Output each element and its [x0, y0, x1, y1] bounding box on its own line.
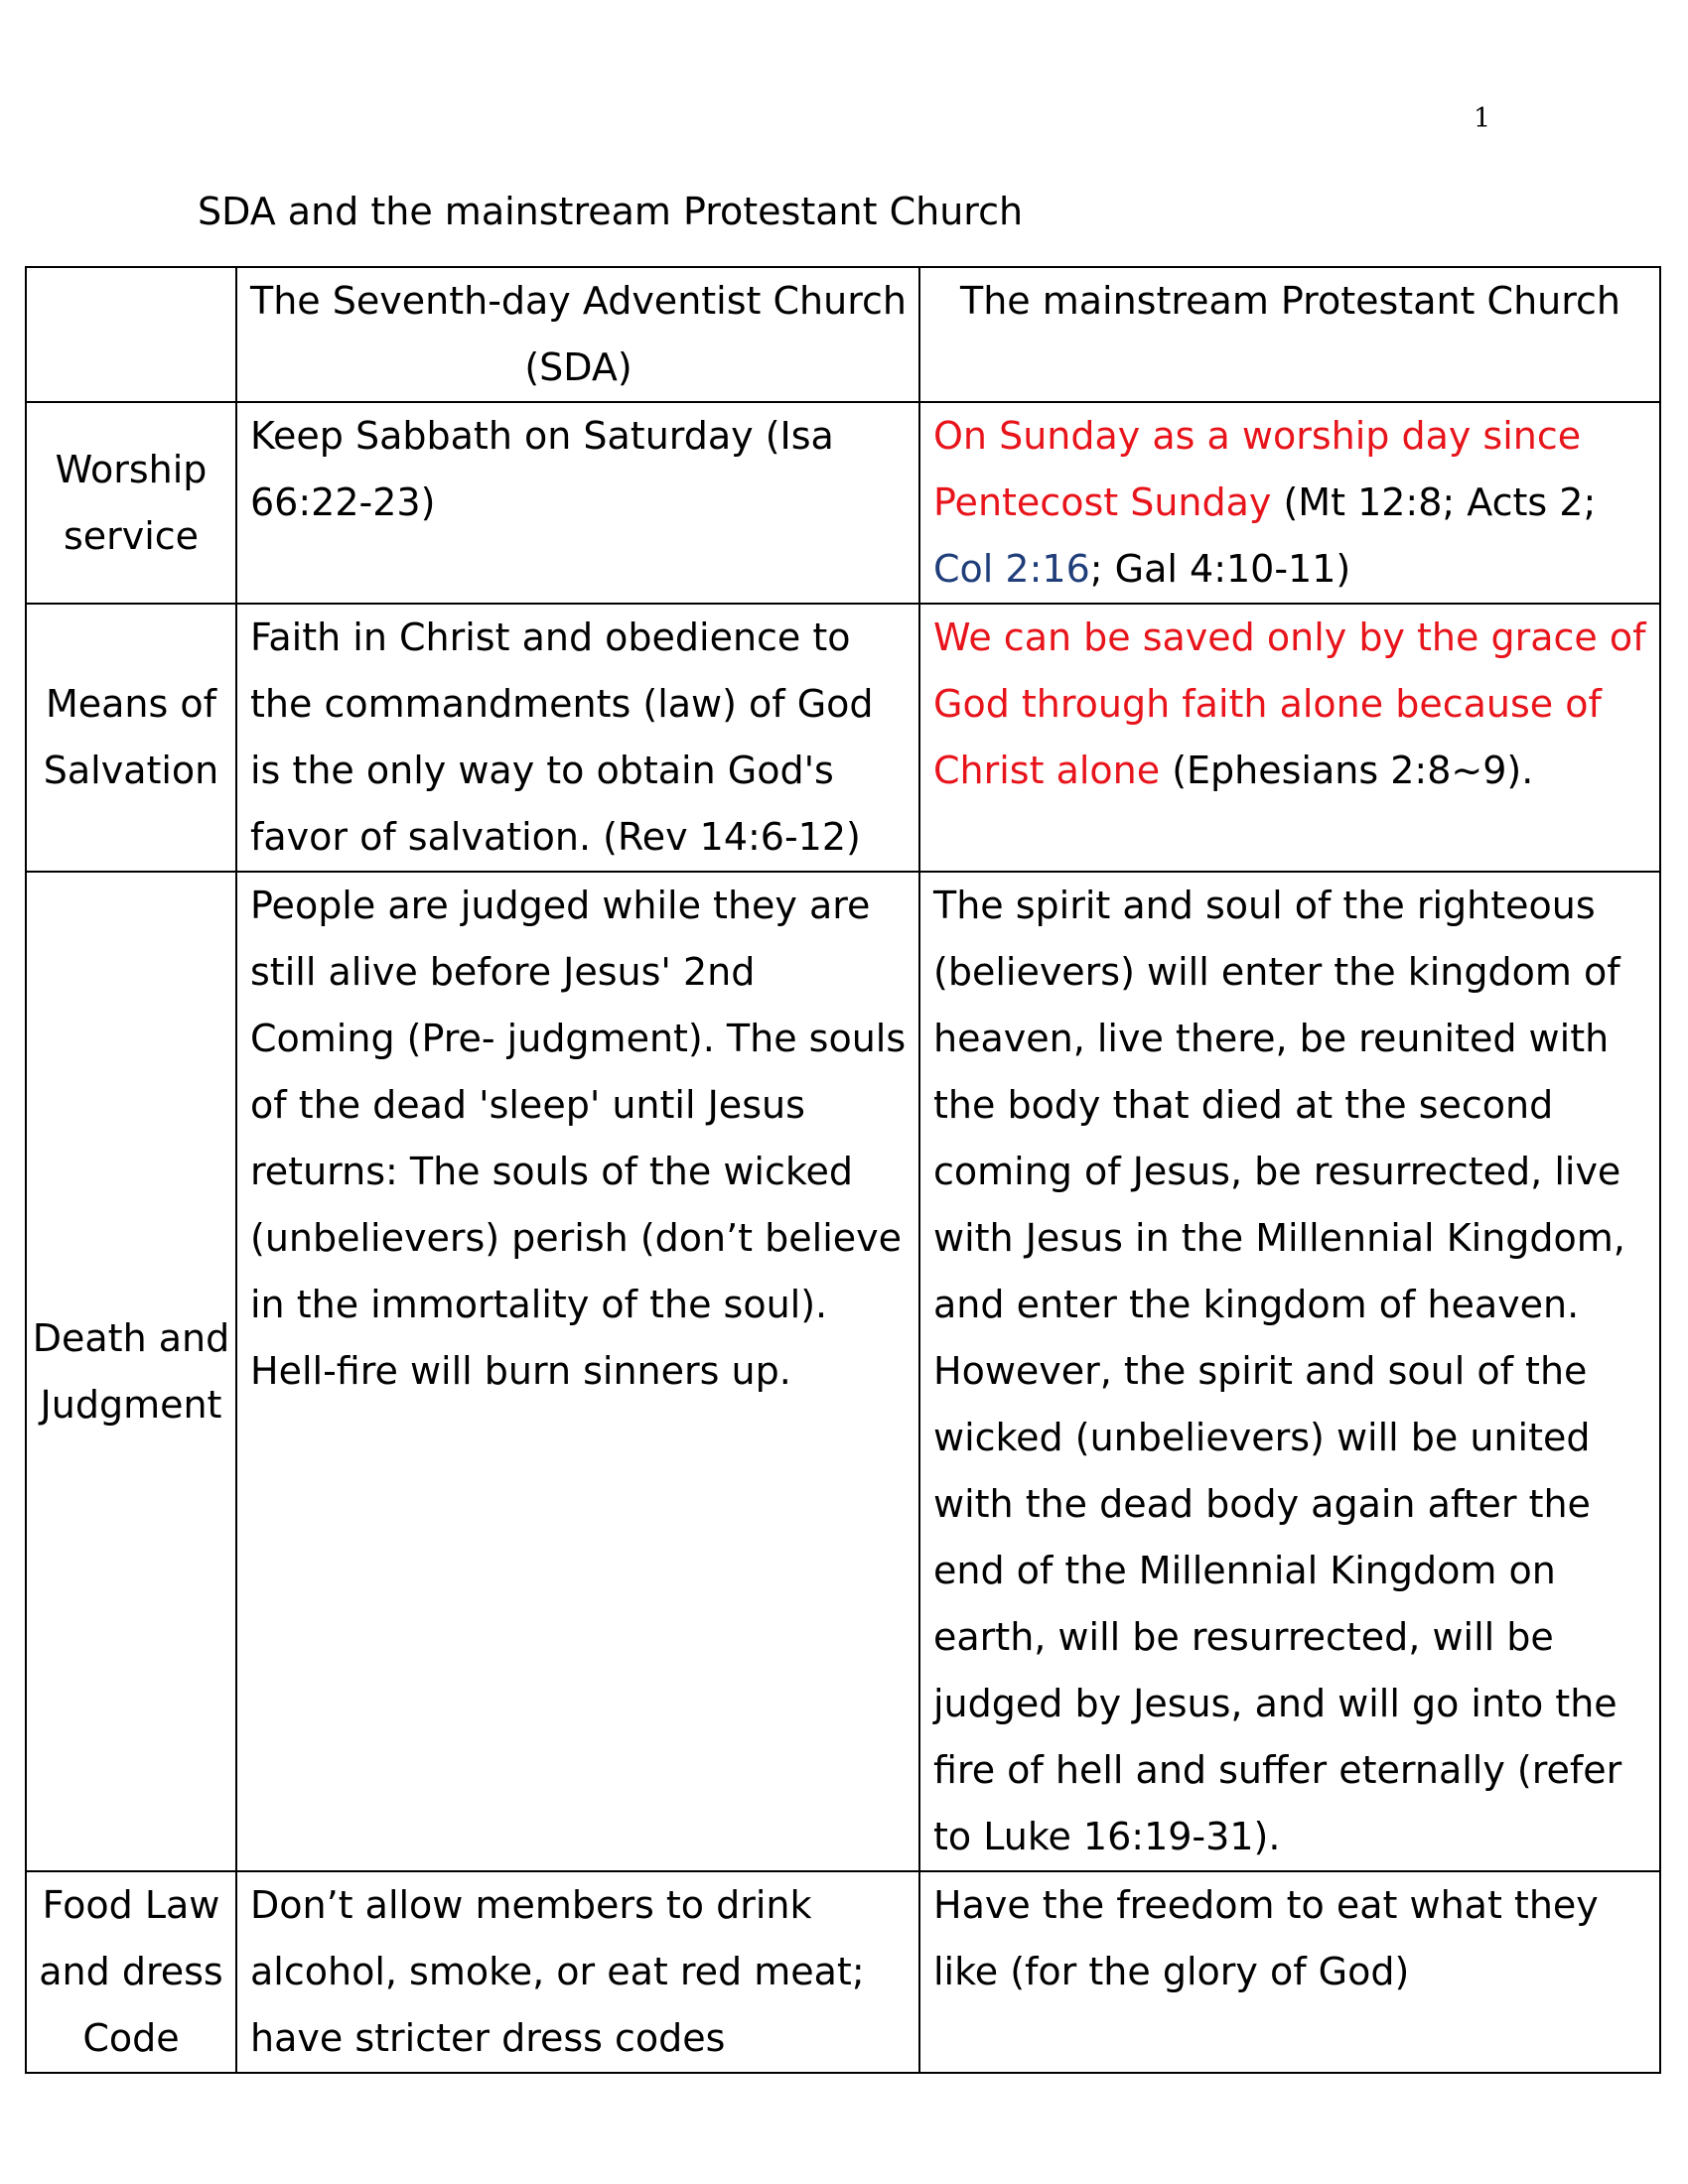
table-header-row: [26, 267, 1660, 402]
reference-text: (Ephesians 2:8~9).: [1160, 749, 1534, 792]
emphasis-text: On Sunday as a worship day since Pentecost Sunday: [933, 414, 1582, 524]
row-label-food-dress: Food Law and dress Code: [26, 1871, 236, 2073]
comparison-table: [25, 266, 1661, 2074]
header-protestant: The mainstream Protestant Church: [919, 267, 1660, 402]
cell-protestant-death-judgment: The spirit and soul of the righteous (believers) will enter the kingdom of heaven, live there, be reunited with the body that died at the second coming of Jesus, be resurrected, live with Jesus in the Millennial Kingdom, and enter the kingdom of heaven. However, the spirit and soul of the wicked (unbelievers) will be united with the dead body again after the end of the Millennial Kingdom on earth, will be resurrected, will be judged by Jesus, and will go into the fire of hell and suffer eternally (refer to Luke 16:19-31).: [919, 872, 1660, 1871]
cell-protestant-food-dress: Have the freedom to eat what they like (for the glory of God): [919, 1871, 1660, 2073]
reference-link-text: Col 2:16: [933, 547, 1090, 591]
page-number: 1: [1474, 103, 1491, 134]
header-blank-cell: [26, 267, 236, 402]
row-label-worship: Worship service: [26, 402, 236, 604]
cell-sda-food-dress: Don’t allow members to drink alcohol, smoke, or eat red meat; have stricter dress codes: [236, 1871, 919, 2073]
emphasis-text: We can be saved only by the grace of God through faith alone because of Christ alone: [933, 615, 1646, 792]
table-row-worship: [26, 402, 1660, 604]
reference-text: ; Gal 4:10-11): [1089, 547, 1351, 591]
reference-text: (Mt 12:8; Acts 2;: [1271, 480, 1597, 524]
cell-sda-salvation: Faith in Christ and obedience to the commandments (law) of God is the only way to obtain God's favor of salvation. (Rev 14:6-12): [236, 604, 919, 872]
cell-protestant-worship: [919, 402, 1660, 604]
table-row-food-dress: [26, 1871, 1660, 2073]
row-label-salvation: Means of Salvation: [26, 604, 236, 872]
table-row-death-judgment: [26, 872, 1660, 1871]
table-row-salvation: [26, 604, 1660, 872]
cell-protestant-salvation: [919, 604, 1660, 872]
row-label-death-judgment: Death and Judgment: [26, 872, 236, 1871]
cell-sda-death-judgment: People are judged while they are still alive before Jesus' 2nd Coming (Pre- judgment). The souls of the dead 'sleep' until Jesus returns: The souls of the wicked (unbelievers) perish (don’t believe in the immortality of the soul). Hell-fire will burn sinners up.: [236, 872, 919, 1871]
header-sda: The Seventh-day Adventist Church (SDA): [236, 267, 919, 402]
document-title: SDA and the mainstream Protestant Church: [198, 190, 1024, 233]
cell-sda-worship: Keep Sabbath on Saturday (Isa 66:22-23): [236, 402, 919, 604]
